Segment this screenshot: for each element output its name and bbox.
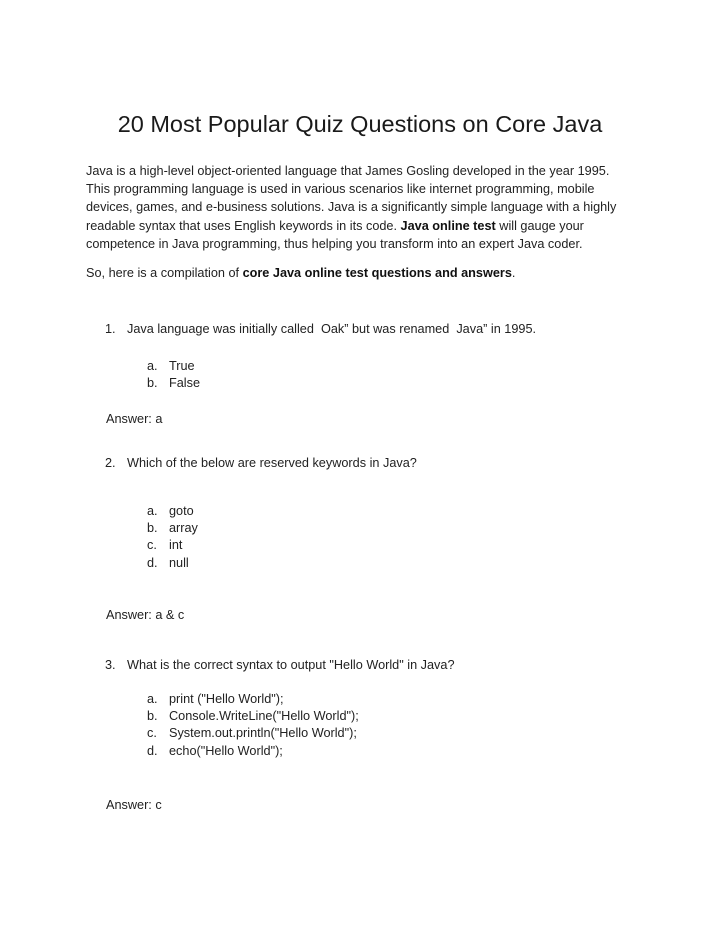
question-3-options [147,691,359,760]
question-2-options [147,503,198,572]
option-letter: a. [147,692,158,706]
question-text: Which of the below are reserved keywords in Java? [127,456,417,470]
intro-text: readable syntax that uses English keywords in its code. [86,218,401,233]
summary-text: So, here is a compilation of [86,266,243,280]
option-item [147,375,200,392]
option-text: goto [169,504,194,518]
intro-text: will gauge your [495,218,584,233]
option-item [147,691,359,708]
option-letter: c. [147,726,157,741]
option-text: null [169,555,189,570]
question-2 [105,454,417,472]
summary-bold-phrase: core Java online test questions and answers [242,266,512,280]
summary-paragraph [86,264,515,282]
option-letter: a. [147,359,158,373]
intro-bold-phrase: Java online test [400,218,496,233]
intro-line [86,217,646,235]
question-2-answer: Answer: a & c [106,608,185,622]
option-text: echo("Hello World"); [169,743,283,758]
option-item [147,708,359,725]
option-text: System.out.println("Hello World"); [169,726,357,741]
question-text: Java language was initially called Oak” but was renamed Java” in 1995. [127,322,537,336]
intro-paragraph [86,162,646,253]
question-1-answer: Answer: a [106,412,163,426]
intro-line: Java is a high-level object-oriented language that James Gosling developed in the year 1995. [86,164,610,178]
intro-line: devices, games, and e-business solutions. Java is a significantly simple language with a highly [86,200,617,215]
option-letter: b. [147,521,158,536]
question-number: 3. [105,658,116,672]
option-text: print ("Hello World"); [169,692,284,706]
option-item [147,743,359,760]
option-item [147,537,198,554]
option-text: False [169,376,201,391]
intro-line: This programming language is used in various scenarios like internet programming, mobile [86,182,595,197]
question-3 [105,656,455,674]
option-text: array [169,521,198,536]
question-number: 2. [105,456,116,470]
option-letter: b. [147,709,158,724]
option-letter: c. [147,538,157,553]
intro-line: competence in Java programming, thus helping you transform into an expert Java coder. [86,236,583,251]
page-title: 20 Most Popular Quiz Questions on Core Java [117,111,603,137]
option-item [147,725,359,742]
option-text: True [169,359,195,373]
option-letter: b. [147,376,158,391]
summary-text: . [511,266,516,280]
option-item [147,555,198,572]
option-item [147,520,198,537]
option-text: int [169,538,183,553]
question-number: 1. [105,322,116,336]
option-letter: a. [147,504,158,518]
option-item [147,358,200,375]
option-text: Console.WriteLine("Hello World"); [169,709,359,724]
question-1 [105,320,536,338]
question-1-options [147,358,200,392]
option-letter: d. [147,743,158,758]
option-letter: d. [147,555,158,570]
option-item [147,503,198,520]
question-3-answer: Answer: c [106,798,162,812]
question-text: What is the correct syntax to output "Hello World" in Java? [127,658,455,672]
